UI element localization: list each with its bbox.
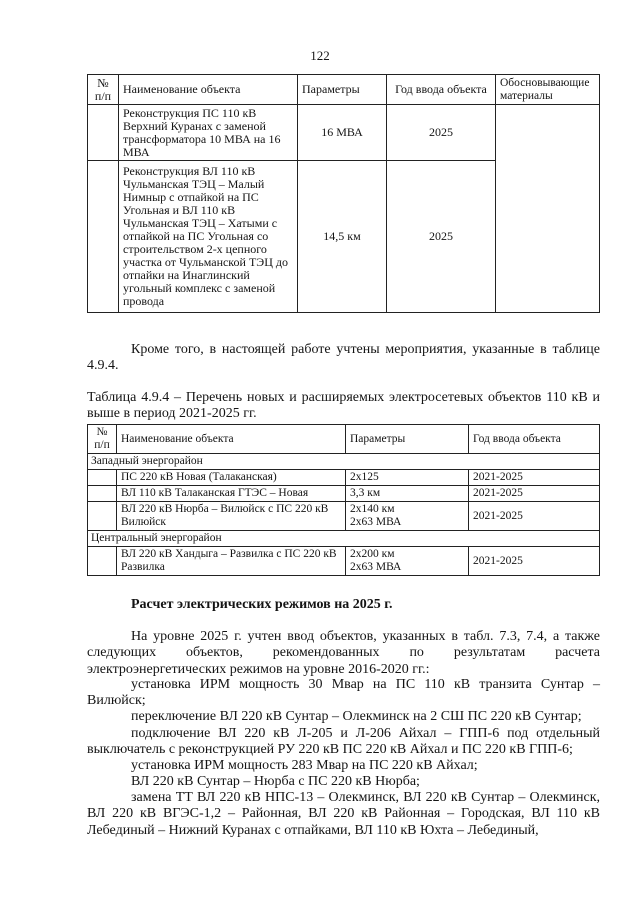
- row-name: ПС 220 кВ Новая (Талаканская): [117, 470, 346, 486]
- list-item: переключение ВЛ 220 кВ Сунтар – Олекминск на 2 СШ ПС 220 кВ Сунтар;: [131, 709, 582, 724]
- row-year: 2025: [387, 105, 496, 161]
- section-heading: Расчет электрических режимов на 2025 г.: [131, 597, 393, 612]
- row-year: 2021-2025: [469, 470, 600, 486]
- group-western: Западный энергорайон: [88, 454, 600, 470]
- row-year: 2021-2025: [469, 547, 600, 576]
- group-row: [88, 531, 600, 547]
- row-docs: [496, 105, 600, 313]
- row-params: [346, 547, 469, 576]
- group-row: [88, 454, 600, 470]
- row-params-length: 2x140 км: [350, 503, 395, 515]
- row-params: [346, 502, 469, 531]
- row-number: [88, 161, 119, 313]
- col-year-header: Год ввода объекта: [387, 75, 496, 105]
- list-item: замена ТТ ВЛ 220 кВ НПС-13 – Олекминск, ВЛ 220 кВ Сунтар – Олекминск, ВЛ 220 кВ ВГЭС-1,2 – Районная, ВЛ 220 кВ Районная – Городская, ВЛ 110 кВ Лебединый – Нижний Куранах с отпайками, ВЛ 110 кВ Юхта – Лебединый,: [87, 790, 600, 838]
- col-number-header: № п/п: [88, 75, 119, 105]
- intro-paragraph: Кроме того, в настоящей работе учтены мероприятия, указанные в таблице 4.9.4.: [87, 342, 600, 374]
- col-name-header: Наименование объекта: [119, 75, 298, 105]
- row-number: [88, 547, 117, 576]
- row-name: Реконструкция ВЛ 110 кВ Чульманская ТЭЦ – Малый Нимныр с отпайкой на ПС Угольная и ВЛ 110 кВ Чульманская ТЭЦ – Хатыми с отпайкой на ПС Угольная со строительством 2-х цепного участка от Чульманской ТЭЦ до отпайки на Инаглинский угольный комплекс с заменой провода: [119, 161, 298, 313]
- row-params: 3,3 км: [346, 486, 469, 502]
- row-number: [88, 502, 117, 531]
- body-paragraph-1: На уровне 2025 г. учтен ввод объектов, указанных в табл. 7.3, 7.4, а также следующих объектов, рекомендованных по результатам расчета электроэнергетических режимов на уровне 2016-2020 гг.:: [87, 629, 600, 677]
- row-year: 2021-2025: [469, 486, 600, 502]
- row-number: [88, 470, 117, 486]
- col-params-header: Параметры: [346, 425, 469, 454]
- table-caption: Таблица 4.9.4 – Перечень новых и расширяемых электросетевых объектов 110 кВ и выше в период 2021-2025 гг.: [87, 390, 600, 422]
- list-item: установка ИРМ мощность 283 Мвар на ПС 220 кВ Айхал;: [131, 758, 478, 773]
- col-name-header: Наименование объекта: [117, 425, 346, 454]
- table-header-row: [88, 425, 600, 454]
- col-number-header: № п/п: [88, 425, 117, 454]
- row-year: 2021-2025: [469, 502, 600, 531]
- table-row: [88, 105, 600, 161]
- row-params: 2x125: [346, 470, 469, 486]
- row-params-power: 2x63 МВА: [350, 561, 402, 573]
- table-row: [88, 547, 600, 576]
- table-header-row: [88, 75, 600, 105]
- objects-table-continued: [87, 74, 600, 313]
- row-name: ВЛ 220 кВ Нюрба – Вилюйск с ПС 220 кВ Вилюйск: [117, 502, 346, 531]
- list-item: установка ИРМ мощность 30 Мвар на ПС 110 кВ транзита Сунтар – Вилюйск;: [87, 677, 600, 709]
- row-number: [88, 105, 119, 161]
- row-params: 14,5 км: [298, 161, 387, 313]
- list-item: ВЛ 220 кВ Сунтар – Нюрба с ПС 220 кВ Нюрба;: [131, 774, 420, 789]
- col-docs-header: Обосновывающие материалы: [496, 75, 600, 105]
- page-number: 122: [310, 48, 330, 63]
- col-params-header: Параметры: [298, 75, 387, 105]
- table-row: [88, 470, 600, 486]
- row-name: ВЛ 220 кВ Хандыга – Развилка с ПС 220 кВ Развилка: [117, 547, 346, 576]
- row-params: 16 МВА: [298, 105, 387, 161]
- row-params-length: 2x200 км: [350, 548, 395, 560]
- table-row: [88, 502, 600, 531]
- row-number: [88, 486, 117, 502]
- row-year: 2025: [387, 161, 496, 313]
- row-name: Реконструкция ПС 110 кВ Верхний Куранах с заменой трансформатора 10 МВА на 16 МВА: [119, 105, 298, 161]
- new-objects-table: [87, 424, 600, 576]
- row-name: ВЛ 110 кВ Талаканская ГТЭС – Новая: [117, 486, 346, 502]
- list-item: подключение ВЛ 220 кВ Л-205 и Л-206 Айхал – ГПП-6 под отдельный выключатель с реконструкцией РУ 220 кВ ПС 220 кВ Айхал и ПС 220 кВ ГПП-6;: [87, 726, 600, 758]
- table-row: [88, 486, 600, 502]
- row-params-power: 2x63 МВА: [350, 516, 402, 528]
- col-year-header: Год ввода объекта: [469, 425, 600, 454]
- group-central: Центральный энергорайон: [88, 531, 600, 547]
